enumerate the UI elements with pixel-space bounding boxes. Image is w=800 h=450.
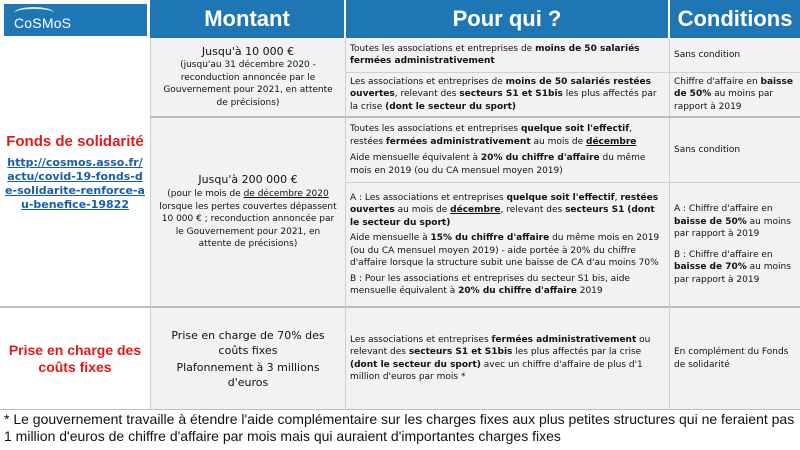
cosmos-logo bbox=[3, 3, 148, 37]
tier2-amount-note: (pour le mois de de décembre 2020 lorsque les pertes couvertes dépassent 10 000 € ; reconduction annoncée par le Gouvernement pour 2021, en attente de précisions) bbox=[159, 189, 337, 250]
tier1-amount-cell bbox=[151, 38, 345, 116]
footnote: * Le gouvernement travaille à étendre l'aide complémentaire sur les charges fixes aux plus petites structures qui ne feraient pas 1 million d'euros de chiffre d'affaire par mois mais qui auraient d'importantes charges fixes bbox=[4, 411, 795, 444]
fonds-title-cell bbox=[0, 38, 150, 306]
tier2-row2-condition: A : Chiffre d'affaire en baisse de 50% au moins par rapport à 2019 B : Chiffre d'affaire en baisse de 70% au moins par rapport à 2019 bbox=[674, 204, 791, 285]
tier2-amount-cell bbox=[151, 118, 345, 306]
tier1-row1-condition: Sans condition bbox=[674, 49, 741, 60]
couts-condition: En complément du Fonds de solidarité bbox=[674, 347, 789, 370]
tier1-row2-who: Les associations et entreprises de moins de 50 salariés restées ouvertes, relevant des secteurs S1 et S1bis les plus affectés par la crise (dont le secteur du sport) bbox=[350, 76, 657, 112]
column-divider bbox=[345, 38, 346, 409]
tier1-row1-who: Toutes les associations et entreprises de moins de 50 salariés fermées administrativement bbox=[350, 43, 640, 66]
couts-amount-line1: Prise en charge de 70% des coûts fixes bbox=[171, 328, 325, 357]
header-conditions: Conditions bbox=[670, 0, 800, 38]
header-separator bbox=[668, 0, 670, 38]
tier1-amount: Jusqu'à 10 000 € bbox=[201, 45, 295, 58]
fonds-link[interactable]: http://cosmos.asso.fr/actu/covid-19-fonds-de-solidarite-renforce-au-benefice-19822 bbox=[5, 155, 145, 211]
couts-who: Les associations et entreprises fermées administrativement ou relevant des secteurs S1 et S1bis les plus affectés par la crise (dont le secteur du sport) avec un chiffre d'affaire de plus d'1 million d'euros par mois * bbox=[350, 334, 651, 382]
couts-title-cell bbox=[0, 308, 150, 409]
fonds-title: Fonds de solidarité bbox=[6, 132, 144, 150]
tier2-row2-who: A : Les associations et entreprises quelque soit l'effectif, restées ouvertes au mois de décembre, relevant des secteurs S1 (dont le secteur du sport) Aide mensuelle à 15% du chiffre d'affaire du même mois en 2019 (ou du CA mensuel moyen 2019) - aide portée à 20% du chiffre d'affaire lorsque la structure subit une baisse de CA d'au moins 70% B : Pour les associations et entreprises du secteur S1 bis, aide mensuelle équivalent à 20% du chiffre d'affaire 2019 bbox=[350, 192, 660, 296]
tier2-row1-condition: Sans condition bbox=[674, 144, 741, 155]
logo-text: CoSMoS bbox=[14, 15, 72, 31]
header-montant: Montant bbox=[150, 0, 344, 38]
tier2-row1-who: Toutes les associations et entreprises quelque soit l'effectif, restées fermées administrativement au mois de décembre Aide mensuelle équivalent à 20% du chiffre d'affaire du même mois en 2019 (ou du CA mensuel moyen 2019) bbox=[350, 124, 646, 176]
couts-title: Prise en charge des coûts fixes bbox=[8, 341, 142, 375]
column-divider bbox=[669, 38, 670, 409]
header-separator bbox=[344, 0, 346, 38]
couts-amount-line2: Plafonnement à 3 millions d'euros bbox=[176, 360, 320, 389]
header-pour-qui: Pour qui ? bbox=[346, 0, 668, 38]
tier2-amount: Jusqu'à 200 000 € bbox=[198, 173, 298, 187]
header-separator bbox=[148, 0, 150, 38]
tier1-row2-condition: Chiffre d'affaire en baisse de 50% au moins par rapport à 2019 bbox=[674, 76, 793, 112]
table-bottom-border bbox=[0, 409, 800, 410]
couts-amount-cell bbox=[151, 308, 345, 409]
tier1-amount-note: (jusqu'au 31 décembre 2020 - reconduction annoncée par le Gouvernement pour 2021, en attente de précisions) bbox=[163, 60, 333, 108]
